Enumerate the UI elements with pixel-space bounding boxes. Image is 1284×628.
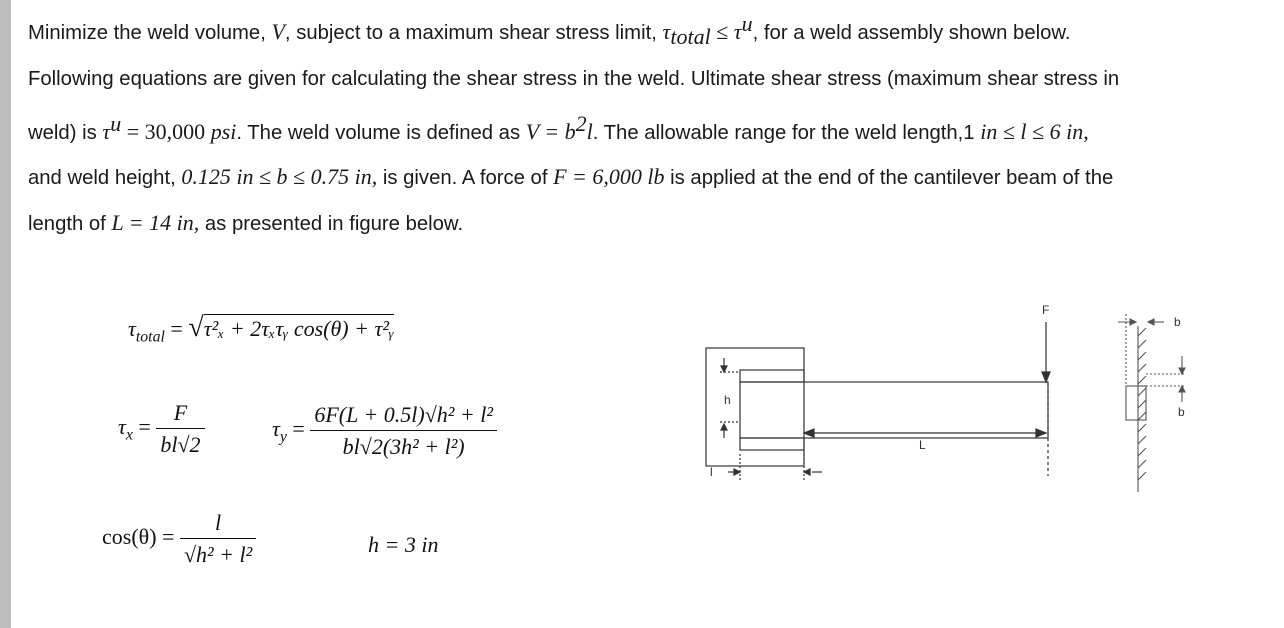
b-arrow-icon	[1148, 319, 1154, 325]
math-equals: =	[132, 414, 157, 440]
math-l: l	[586, 118, 593, 144]
fraction-denominator: bl√2(3h² + l²)	[342, 434, 465, 459]
math-sup: u	[741, 11, 753, 36]
math-unit: psi	[210, 118, 237, 144]
problem-line-1	[28, 2, 1264, 58]
problem-line-4	[28, 155, 1264, 201]
label-L: L	[919, 438, 926, 452]
problem-line-2: Following equations are given for calculating the shear stress in the weld. Ultimate shear stress (maximum shear stress in	[28, 68, 1120, 91]
b-arrow-icon	[1179, 368, 1185, 374]
label-b-side: b	[1178, 405, 1185, 419]
math-sup: u	[110, 110, 122, 136]
math-sub: total	[135, 328, 165, 346]
math-V: V	[271, 18, 285, 44]
math-tau: τ	[102, 118, 111, 144]
fraction-numerator: 6F(L + 0.5l)√h² + l²	[310, 402, 497, 431]
fraction	[310, 402, 497, 460]
math-radicand: τ²ₓ + 2τₓτᵧ cos(θ) + τ²ᵧ	[203, 316, 395, 341]
math-force: F = 6,000 lb	[553, 164, 665, 190]
equation-cos-theta	[102, 510, 256, 568]
math-equals: =	[156, 524, 180, 550]
fraction-numerator: l	[180, 510, 256, 539]
math-cos: cos(θ)	[102, 524, 157, 550]
fraction-denominator: √h² + l²	[183, 542, 253, 567]
l-arrow-icon	[734, 469, 740, 475]
label-F: F	[1042, 303, 1050, 317]
math-range: 0.125 in ≤ b ≤ 0.75 in,	[181, 164, 378, 190]
side-view	[1118, 314, 1186, 492]
math-tau: τ	[733, 18, 742, 44]
l-arrow-icon	[804, 469, 810, 475]
equation-h: h = 3 in	[368, 532, 439, 557]
dimension-arrow-icon	[1036, 429, 1046, 437]
weld-top	[740, 370, 804, 382]
equation-tau-x	[118, 400, 205, 458]
math-volume: V = b	[525, 118, 576, 144]
fraction	[156, 400, 204, 458]
math-value: = 30,000	[121, 118, 211, 144]
math-tau: τ	[272, 416, 280, 442]
wall-hatch	[1138, 328, 1146, 480]
text-span: Minimize the weld volume,	[28, 21, 272, 44]
b-arrow-icon	[1130, 319, 1136, 325]
math-tau: τ	[128, 316, 136, 341]
fraction-numerator: F	[156, 400, 204, 429]
math-range: in ≤ l ≤ 6 in,	[980, 118, 1089, 144]
h-arrow-icon	[721, 424, 727, 430]
h-arrow-icon	[721, 366, 727, 372]
equation-tau-y	[272, 402, 497, 460]
math-sub: x	[125, 426, 133, 444]
math-sub: y	[279, 428, 287, 446]
math-equals: =	[164, 316, 189, 341]
label-b-top: b	[1174, 315, 1181, 329]
fraction	[180, 510, 256, 568]
label-h: h	[724, 393, 731, 407]
dimension-arrow-icon	[804, 429, 814, 437]
force-arrowhead-icon	[1042, 372, 1050, 382]
weld-assembly-figure	[700, 296, 1220, 506]
label-l: l	[710, 465, 713, 479]
text-span: . The weld volume is defined as	[236, 121, 526, 144]
math-leq: ≤	[710, 18, 734, 44]
text-span: , subject to a maximum shear stress limit,	[284, 21, 663, 44]
fraction-denominator: bl√2	[160, 432, 201, 457]
problem-line-5	[28, 201, 1264, 247]
problem-line-3	[28, 102, 1264, 155]
b-arrow-icon	[1179, 386, 1185, 392]
equation-tau-total	[128, 312, 394, 346]
math-tau: τ	[118, 414, 126, 440]
math-sub: total	[670, 23, 711, 49]
math-equals: =	[286, 416, 311, 442]
math-tau: τ	[662, 18, 671, 44]
text-span: . The allowable range for the weld length,1	[592, 121, 981, 144]
math-sup: 2	[575, 110, 587, 136]
text-span: weld) is	[28, 121, 103, 144]
beam	[740, 382, 1048, 438]
weld-bottom	[740, 438, 804, 450]
math-length: L = 14 in,	[111, 209, 200, 235]
sqrt-icon: √	[188, 312, 204, 343]
left-margin-bar	[0, 0, 11, 628]
text-span: length of	[28, 212, 112, 235]
text-span: is given. A force of	[377, 167, 554, 190]
text-span: , for a weld assembly shown below.	[752, 21, 1071, 44]
text-span: and weld height,	[28, 167, 182, 190]
problem-statement	[28, 2, 1264, 246]
text-span: as presented in figure below.	[199, 212, 464, 235]
text-span: is applied at the end of the cantilever beam of the	[664, 167, 1114, 190]
